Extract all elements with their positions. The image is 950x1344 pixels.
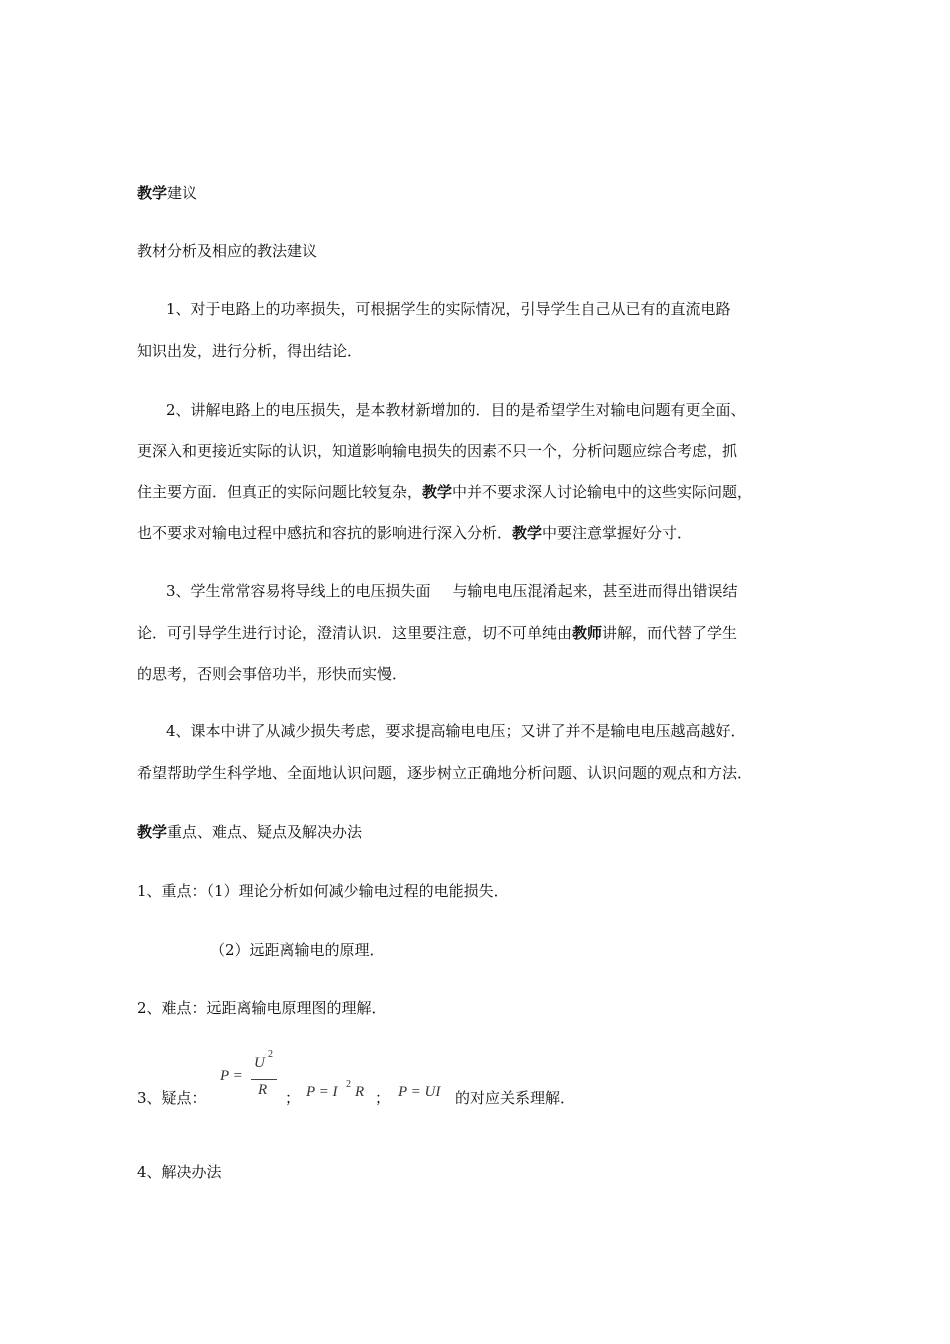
p2-line3: 住主要方面．但真正的实际问题比较复杂，教学中并不要求深人讨论输电中的这些实际问题，: [137, 483, 753, 501]
key-point-1: 1、重点：（1）理论分析如何减少输电过程的电能损失．: [137, 882, 509, 900]
p2-line1: 2、讲解电路上的电压损失，是本教材新增加的．目的是希望学生对输电问题有更全面、: [166, 401, 746, 419]
formula-power-u2-over-r: P = U 2 R: [218, 1055, 288, 1105]
p4-line1: 4、课本中讲了从减少损失考虑，要求提高输电电压；又讲了并不是输电电压越高越好．: [166, 722, 746, 740]
p3-line3: 的思考，否则会事倍功半，形快而实慢．: [137, 665, 408, 683]
p2-line2: 更深入和更接近实际的认识，知道影响输电损失的因素不只一个，分析问题应综合考虑，抓: [137, 442, 738, 460]
separator-2: ；: [375, 1089, 391, 1107]
key-point-1b: （2）远距离输电的原理．: [210, 941, 385, 959]
formula-power-ui: P = UI: [398, 1084, 441, 1100]
formula-power-i2r: P = I 2 R: [306, 1079, 365, 1100]
key-point-2: 2、难点：远距离输电原理图的理解．: [137, 999, 387, 1017]
p4-line2: 希望帮助学生科学地、全面地认识问题，逐步树立正确地分析问题、认识问题的观点和方法．: [137, 764, 753, 782]
p1-line1: 1、对于电路上的功率损失，可根据学生的实际情况，引导学生自己从已有的直流电路: [166, 300, 731, 318]
key-point-4: 4、解决办法: [137, 1163, 222, 1181]
p1-line2: 知识出发，进行分析，得出结论．: [137, 342, 363, 360]
subheading-material-analysis: 教材分析及相应的教法建议: [137, 242, 318, 260]
p2-line4: 也不要求对输电过程中感抗和容抗的影响进行深入分析．教学中要注意掌握好分寸．: [137, 524, 693, 542]
separator-1: ；: [285, 1089, 301, 1107]
key-point-3-tail: 的对应关系理解．: [455, 1089, 576, 1107]
p3-line2: 论．可引导学生进行讨论，澄清认识．这里要注意，切不可单纯由教师讲解，而代替了学生: [137, 624, 738, 642]
p3-line1: 3、学生常常容易将导线上的电压损失面 与输电电压混淆起来，甚至进而得出错误结: [166, 582, 738, 600]
heading-key-points: 教学重点、难点、疑点及解决办法: [137, 823, 363, 841]
key-point-3-label: 3、疑点：: [137, 1089, 207, 1107]
heading-teaching-advice: 教学建议: [137, 184, 198, 202]
